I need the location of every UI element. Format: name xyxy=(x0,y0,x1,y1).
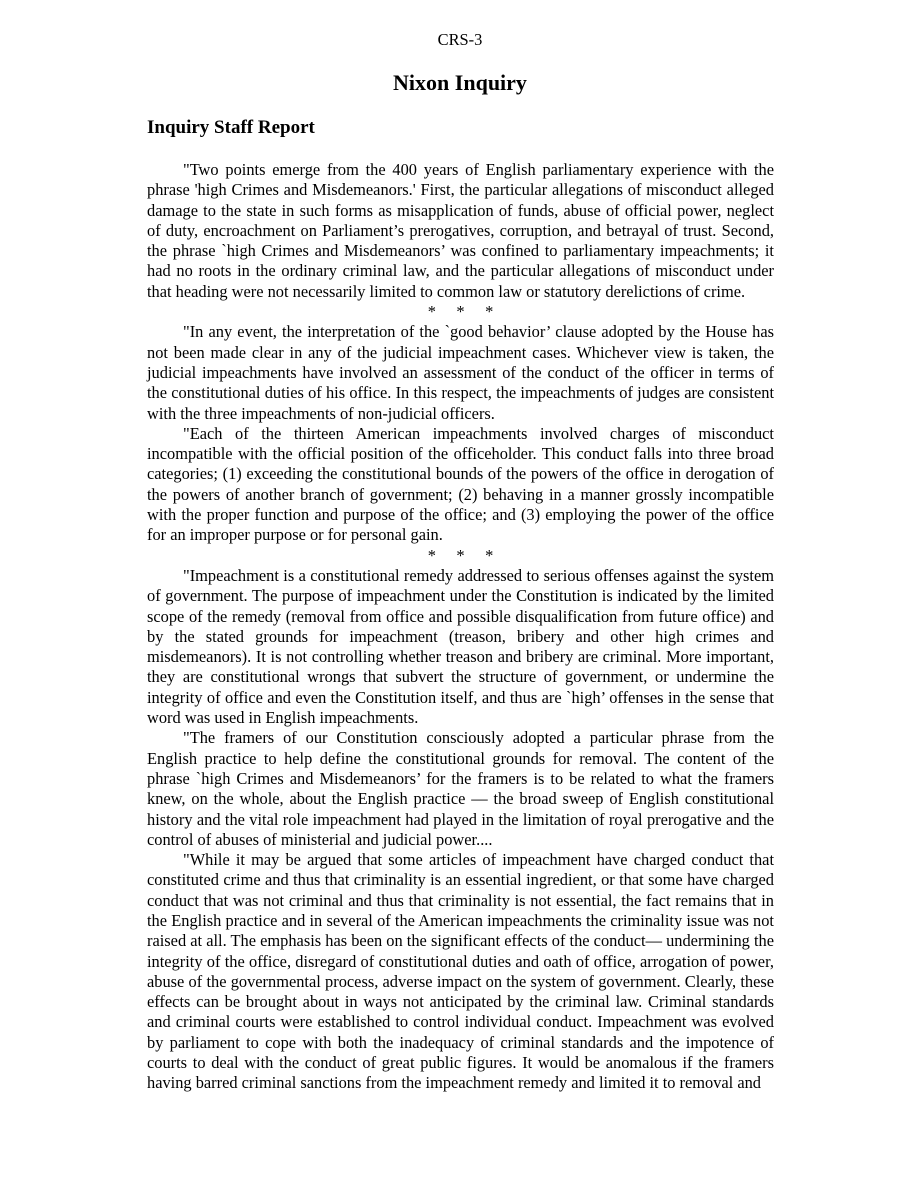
paragraph: "Each of the thirteen American impeachments involved charges of misconduct incompatible with the official position of the officeholder. This conduct falls into three broad categories; (1) exceeding the constitutional bounds of the powers of the office in derogation of the powers of another branch of government; (2) behaving in a manner grossly incompatible with the proper function and purpose of the office; and (3) employing the power of the office for an improper purpose or for personal gain. xyxy=(147,423,774,545)
paragraph: "Impeachment is a constitutional remedy addressed to serious offenses against the system of government. The purpose of impeachment under the Constitution is indicated by the limited scope of the remedy (removal from office and possible disqualification from future office) and by the stated grounds for impeachment (treason, bribery and other high crimes and misdemeanors). It is not controlling whether treason and bribery are criminal. More important, they are constitutional wrongs that subvert the structure of government, or undermine the integrity of office and even the Constitution itself, and thus are `high’ offenses in the sense that word was used in English impeachments. xyxy=(147,565,774,728)
document-title: Nixon Inquiry xyxy=(393,70,527,95)
paragraph: "Two points emerge from the 400 years of English parliamentary experience with the phrase 'high Crimes and Misdemeanors.' First, the particular allegations of misconduct alleged damage to the state in such forms as misapplication of funds, abuse of official power, neglect of duty, encroachment on Parliament’s prerogatives, corruption, and betrayal of trust. Second, the phrase `high Crimes and Misdemeanors’ was confined to parliamentary impeachments; it had no roots in the ordinary criminal law, and the particular allegations of misconduct under that heading were not necessarily limited to common law or statutory derelictions of crime. xyxy=(147,160,774,301)
section-separator: * * * xyxy=(427,545,494,565)
paragraph: "While it may be argued that some articles of impeachment have charged conduct that constituted crime and thus that criminality is an essential ingredient, or that some have charged conduct that was not criminal and thus that criminality is not essential, the fact remains that in the English practice and in several of the American impeachments the criminality issue was not raised at all. The emphasis has been on the significant effects of the conduct— undermining the integrity of the office, disregard of constitutional duties and oath of office, arrogation of power, abuse of the governmental process, adverse impact on the system of government. Clearly, these effects can be brought about in ways not anticipated by the criminal law. Criminal standards and criminal courts were established to control individual conduct. Impeachment was evolved by parliament to cope with both the inadequacy of criminal standards and the impotence of courts to deal with the conduct of great public figures. It would be anomalous if the framers having barred criminal sanctions from the impeachment remedy and limited it to removal and xyxy=(147,850,774,1093)
page-number: CRS-3 xyxy=(437,30,483,49)
paragraph: "The framers of our Constitution consciously adopted a particular phrase from the English practice to help define the constitutional grounds for removal. The content of the phrase `high Crimes and Misdemeanors’ for the framers is to be related to what the framers knew, on the whole, about the English practice — the broad sweep of English constitutional history and the vital role impeachment had played in the limitation of royal prerogative and the control of abuses of ministerial and judicial power.... xyxy=(147,728,774,849)
report-body xyxy=(147,160,774,1094)
section-separator: * * * xyxy=(427,302,494,322)
section-heading: Inquiry Staff Report xyxy=(147,117,315,138)
paragraph: "In any event, the interpretation of the `good behavior’ clause adopted by the House has not been made clear in any of the judicial impeachment cases. Whichever view is taken, the judicial impeachments have involved an assessment of the conduct of the officer in terms of the constitutional duties of his office. In this respect, the impeachments of judges are consistent with the three impeachments of non-judicial officers. xyxy=(147,322,774,423)
